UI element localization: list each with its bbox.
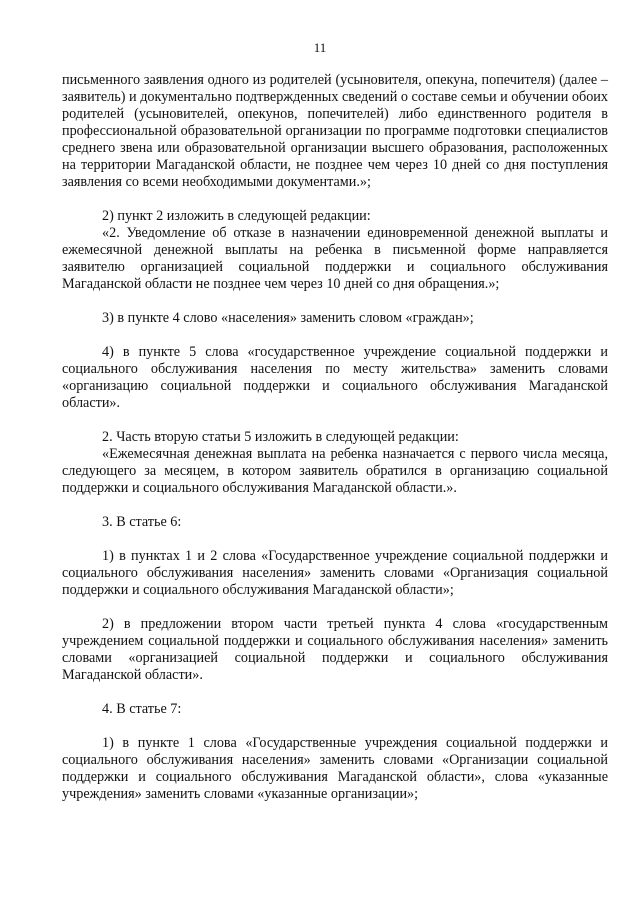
paragraph-item-3: 3) в пункте 4 слово «населения» заменить словом «граждан»; <box>102 310 474 326</box>
paragraph-item-2-text: «2. Уведомление об отказе в назначении единовременной денежной выплаты и ежемесячной денежной выплаты на ребенка в письменной форме направляется заявителю организацией социальной поддержки и социального обслуживания Магаданской области не позднее чем через 10 дней со дня обращения.»; <box>62 225 608 292</box>
paragraph-section-3-item-1: 1) в пунктах 1 и 2 слова «Государственное учреждение социальной поддержки и социального обслуживания населения» заменить словами «Организация социальной поддержки и социального обслуживания Магаданской области»; <box>62 548 608 598</box>
paragraph-gap <box>62 599 608 616</box>
paragraph-section-3-heading: 3. В статье 6: <box>102 514 182 530</box>
paragraph-continuation: письменного заявления одного из родителей (усыновителя, опекуна, попечителя) (далее – заявитель) и документально подтвержденных сведений о составе семьи и обучении обоих родителей (усыновителей, опекунов, попечителей) либо единственного родителя в профессиональной образовательной организации по программе подготовки специалистов среднего звена или образовательной организации высшего образования, расположенных на территории Магаданской области, не позднее чем через 10 дней со дня поступления заявления со всеми необходимыми документами.»; <box>62 72 608 190</box>
paragraph-section-4-item-1: 1) в пункте 1 слова «Государственные учреждения социальной поддержки и социального обслуживания населения» заменить словами «Организации социальной поддержки и социального обслуживания Магаданской области», слова «указанные учреждения» заменить словами «указанные организации»; <box>62 735 608 802</box>
paragraph-section-4-heading: 4. В статье 7: <box>102 701 182 717</box>
paragraph-gap <box>62 684 608 701</box>
page-number: 11 <box>313 40 327 55</box>
document-body <box>62 72 608 803</box>
paragraph-section-3-item-2: 2) в предложении втором части третьей пункта 4 слова «государственным учреждением социальной поддержки и социального обслуживания населения» заменить словами «организацией социальной поддержки и социального обслуживания Магаданской области». <box>62 616 608 683</box>
paragraph-section-2-intro: 2. Часть вторую статьи 5 изложить в следующей редакции: <box>102 429 459 445</box>
paragraph-gap <box>62 412 608 429</box>
paragraph-gap <box>62 718 608 735</box>
paragraph-gap <box>62 293 608 310</box>
paragraph-gap <box>62 531 608 548</box>
paragraph-item-4: 4) в пункте 5 слова «государственное учреждение социальной поддержки и социального обслуживания населения по месту жительства» заменить словами «организацию социальной поддержки и социального обслуживания Магаданской области». <box>62 344 608 411</box>
paragraph-section-2-text: «Ежемесячная денежная выплата на ребенка назначается с первого числа месяца, следующего за месяцем, в котором заявитель обратился в организацию социальной поддержки и социального обслуживания Магаданской области.». <box>62 446 608 496</box>
paragraph-gap <box>62 327 608 344</box>
paragraph-gap <box>62 191 608 208</box>
paragraph-item-2-intro: 2) пункт 2 изложить в следующей редакции: <box>102 208 371 224</box>
paragraph-gap <box>62 497 608 514</box>
